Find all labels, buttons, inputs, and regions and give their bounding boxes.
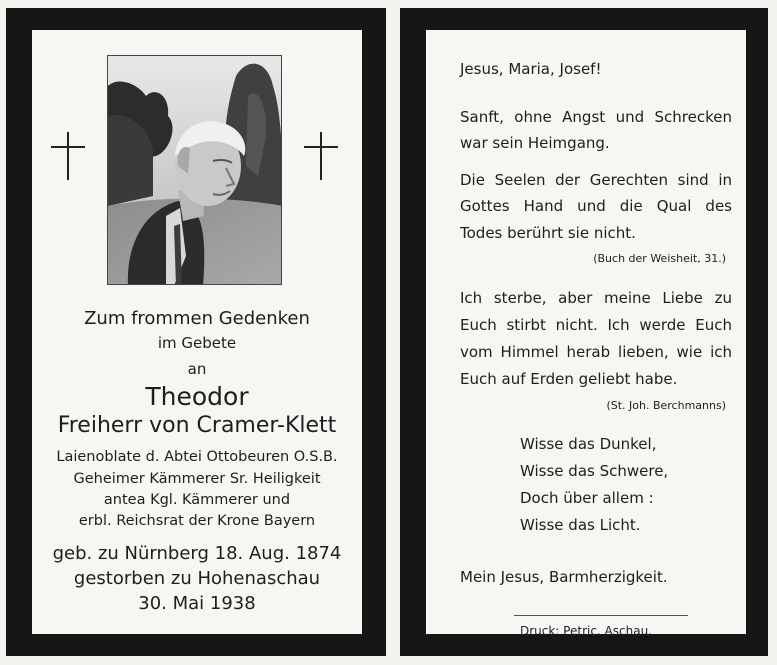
role-line: antea Kgl. Kämmerer und: [103, 492, 291, 508]
closing-prayer: Mein Jesus, Barmherzigkeit.: [460, 568, 668, 586]
memorial-card-front: [6, 8, 386, 656]
role-line: Laienoblate d. Abtei Ottobeuren O.S.B.: [56, 449, 338, 465]
poem-line: Wisse das Schwere,: [520, 462, 669, 480]
role-line: Geheimer Kämmerer Sr. Heiligkeit: [73, 471, 321, 487]
poem-line: Wisse das Licht.: [520, 516, 641, 534]
verse-line: Todes berührt sie nicht.: [460, 224, 636, 242]
birth-info: geb. zu Nürnberg 18. Aug. 1874: [52, 543, 342, 564]
dedication-to: an: [187, 360, 207, 378]
verse-line: Gottes Hand und die Qual des: [460, 197, 732, 215]
death-place: gestorben zu Hohenaschau: [73, 568, 321, 589]
dedication-subheading: im Gebete: [157, 334, 237, 352]
front-panel: [32, 30, 362, 634]
verse-source: (Buch der Weisheit, 31.): [593, 252, 726, 265]
memorial-card-back: [400, 8, 768, 656]
invocation: Jesus, Maria, Josef!: [460, 60, 602, 78]
poem-line: Doch über allem :: [520, 489, 654, 507]
portrait-illustration: [108, 56, 282, 285]
verse-line: Euch auf Erden geliebt habe.: [460, 370, 678, 388]
role-line: erbl. Reichsrat der Krone Bayern: [78, 513, 316, 529]
deceased-full-title: Freiherr von Cramer-Klett: [57, 413, 337, 438]
divider: [514, 615, 688, 616]
verse-source: (St. Joh. Berchmanns): [606, 399, 726, 412]
death-date: 30. Mai 1938: [138, 593, 256, 614]
latin-cross-icon: [304, 132, 338, 180]
verse-line: war sein Heimgang.: [460, 134, 610, 152]
printer-credit: Druck: Petric, Aschau.: [519, 624, 652, 638]
poem-line: Wisse das Dunkel,: [520, 435, 657, 453]
portrait-photo: [107, 55, 282, 285]
back-panel: [426, 30, 746, 638]
verse-line: Sanft, ohne Angst und Schrecken: [460, 108, 732, 126]
deceased-first-name: Theodor: [145, 382, 249, 411]
dedication-heading: Zum frommen Gedenken: [84, 308, 310, 329]
latin-cross-icon: [51, 132, 85, 180]
verse-line: Euch stirbt nicht. Ich werde Euch: [460, 316, 732, 334]
verse-line: Ich sterbe, aber meine Liebe zu: [460, 289, 732, 307]
verse-line: Die Seelen der Gerechten sind in: [460, 171, 732, 189]
verse-line: vom Himmel herab lieben, wie ich: [460, 343, 732, 361]
